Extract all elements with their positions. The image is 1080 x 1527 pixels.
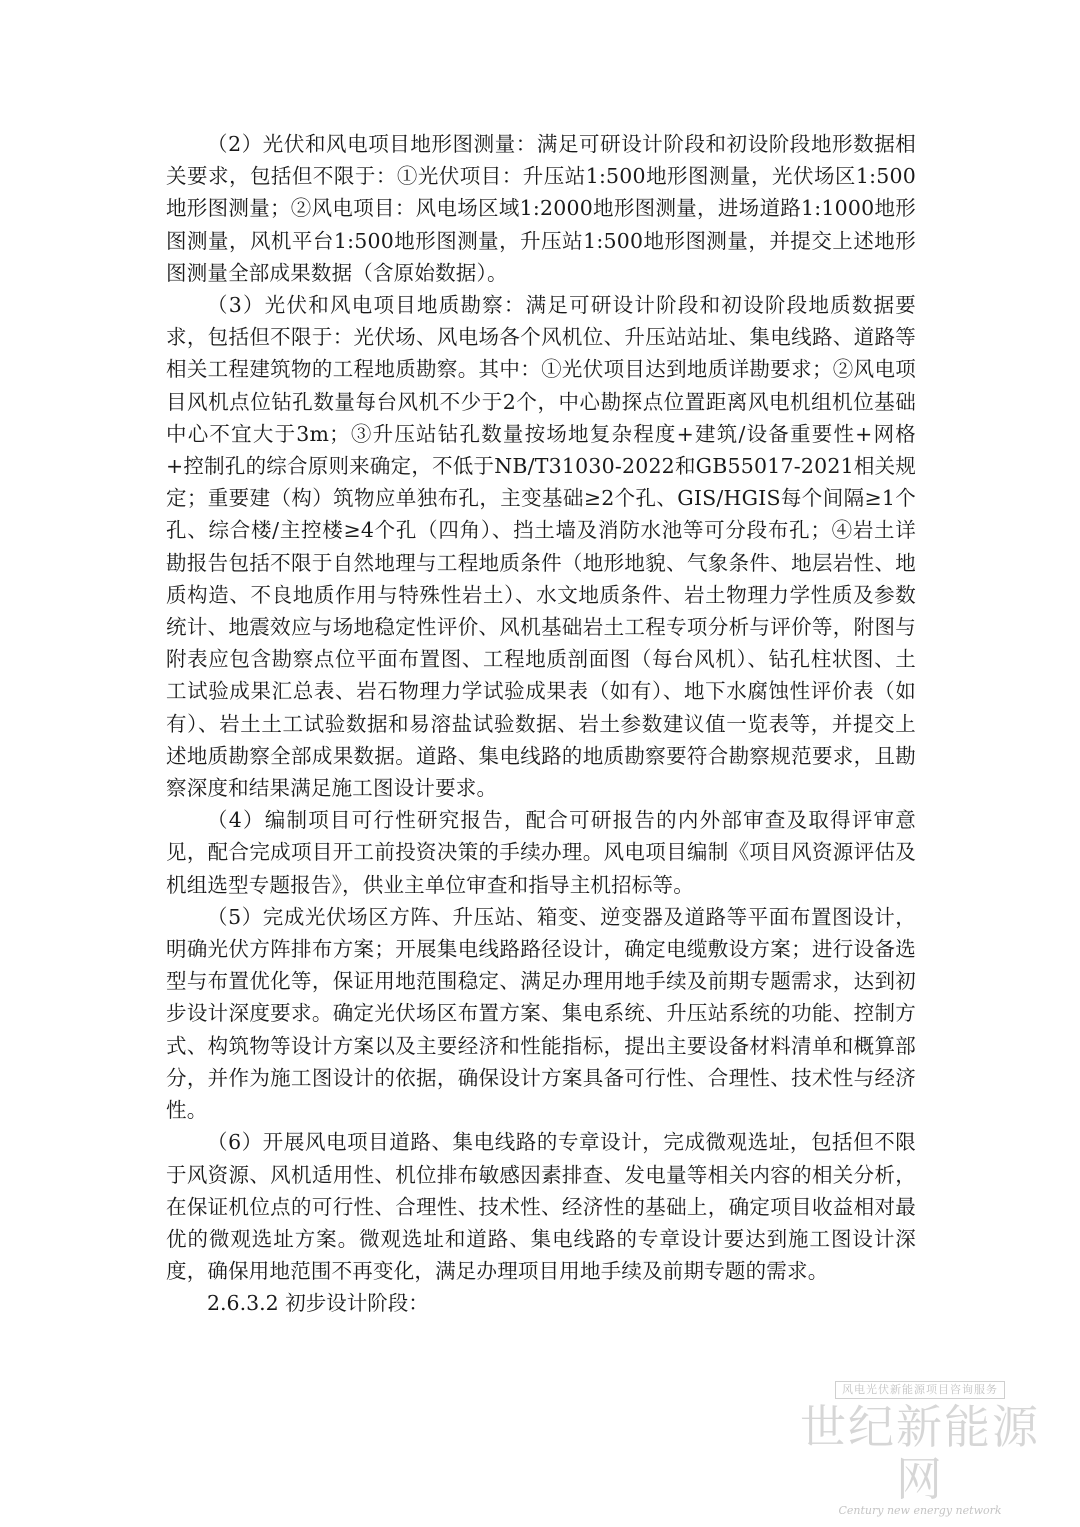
paragraph-feasibility-report: （4）编制项目可行性研究报告，配合可研报告的内外部审查及取得评审意见，配合完成项目开工前投资决策的手续办理。风电项目编制《项目风资源评估及机组选型专题报告》，供业主单位审查和指导主机招标等。 — [166, 808, 916, 897]
paragraph-micro-siting: （6）开展风电项目道路、集电线路的专章设计，完成微观选址，包括但不限于风资源、风机适用性、机位排布敏感因素排查、发电量等相关内容的相关分析，在保证机位点的可行性、合理性、技术性、经济性的基础上，确定项目收益相对最优的微观选址方案。微观选址和道路、集电线路的专章设计要达到施工图设计深度，确保用地范围不再变化，满足办理项目用地手续及前期专题的需求。 — [166, 1130, 916, 1284]
paragraph-topographic-survey: （2）光伏和风电项目地形图测量：满足可研设计阶段和初设阶段地形数据相关要求，包括但不限于：①光伏项目：升压站1:500地形图测量，光伏场区1:500地形图测量；②风电项目：风电场区域1:2000地形图测量，进场道路1:1000地形图测量，风机平台1:500地形图测量，升压站1:500地形图测量，并提交上述地形图测量全部成果数据（含原始数据）。 — [166, 132, 916, 285]
watermark-title: 世纪新能源网 — [800, 1400, 1040, 1506]
document-body — [166, 128, 916, 1320]
paragraph-geological-survey: （3）光伏和风电项目地质勘察：满足可研设计阶段和初设阶段地质数据要求，包括但不限于：光伏场、风电场各个风机位、升压站站址、集电线路、道路等相关工程建筑物的工程地质勘察。其中：①光伏项目达到地质详勘要求；②风电项目风机点位钻孔数量每台风机不少于2个，中心勘探点位置距离风电机组机位基础中心不宜大于3m；③升压站钻孔数量按场地复杂程度+建筑/设备重要性+网格+控制孔的综合原则来确定，不低于NB/T31030-2022和GB55017-2021相关规定；重要建（构）筑物应单独布孔，主变基础≥2个孔、GIS/HGIS每个间隔≥1个孔、综合楼/主控楼≥4个孔（四角）、挡土墙及消防水池等可分段布孔；④岩土详勘报告包括不限于自然地理与工程地质条件（地形地貌、气象条件、地层岩性、地质构造、不良地质作用与特殊性岩土）、水文地质条件、岩土物理力学性质及参数统计、地震效应与场地稳定性评价、风机基础岩土工程专项分析与评价等，附图与附表应包含勘察点位平面布置图、工程地质剖面图（每台风机）、钻孔柱状图、土工试验成果汇总表、岩石物理力学试验成果表（如有）、地下水腐蚀性评价表（如有）、岩土土工试验数据和易溶盐试验数据、岩土参数建议值一览表等，并提交上述地质勘察全部成果数据。道路、集电线路的地质勘察要符合勘察规范要求，且勘察深度和结果满足施工图设计要求。 — [166, 293, 916, 801]
section-heading: 2.6.3.2 初步设计阶段： — [207, 1291, 429, 1316]
watermark-label: 风电光伏新能源项目咨询服务 — [835, 1381, 1005, 1399]
watermark-logo — [800, 1378, 1040, 1517]
paragraph-layout-design: （5）完成光伏场区方阵、升压站、箱变、逆变器及道路等平面布置图设计，明确光伏方阵排布方案；开展集电线路路径设计，确定电缆敷设方案；进行设备选型与布置优化等，保证用地范围稳定、满足办理用地手续及前期专题需求，达到初步设计深度要求。确定光伏场区布置方案、集电系统、升压站系统的功能、控制方式、构筑物等设计方案以及主要经济和性能指标，提出主要设备材料清单和概算部分，并作为施工图设计的依据，确保设计方案具备可行性、合理性、技术性与经济性。 — [166, 904, 916, 1123]
watermark-subtitle: Century new energy network — [838, 1504, 1002, 1517]
